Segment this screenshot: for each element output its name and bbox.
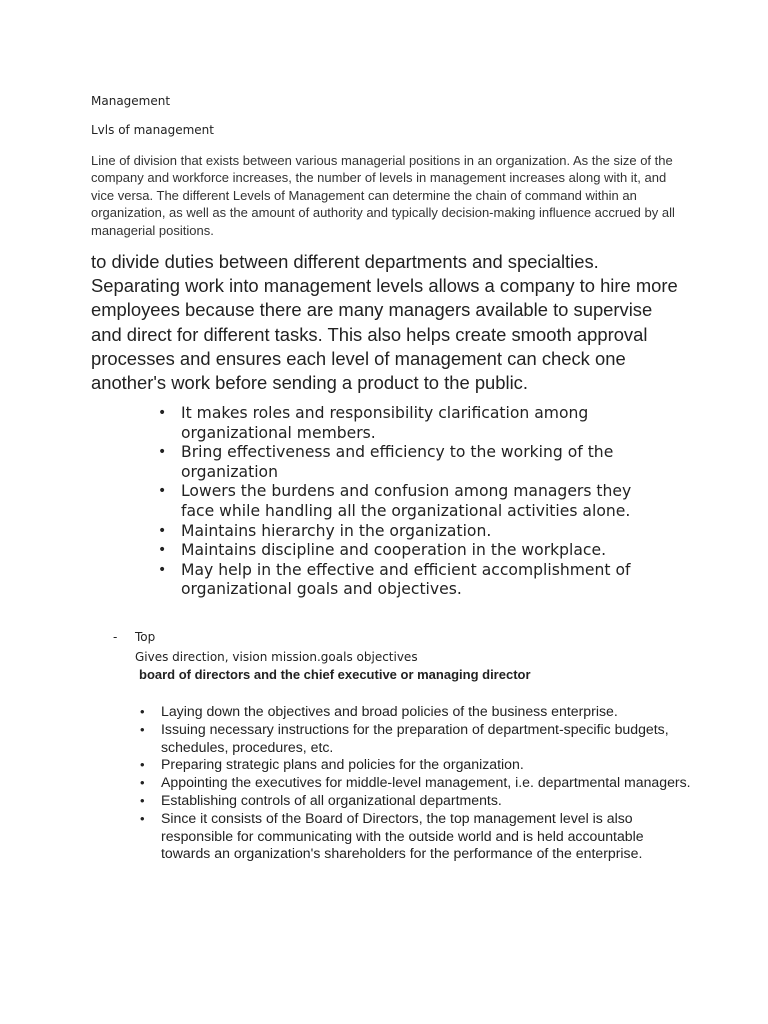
intro-paragraph: Line of division that exists between various managerial positions in an organization. As the size of the company and workforce increases, the number of levels in management increases along with it, and vice versa. The different Levels of Management can determine the chain of command within an organization, as well as the amount of authority and typically decision-making influence accrued by all managerial positions. (91, 153, 675, 238)
list-item: • Appointing the executives for middle-level management, i.e. departmental managers. (161, 774, 691, 792)
list-item: • Since it consists of the Board of Directors, the top management level is also responsible for communicating with the outside world and is held accountable towards an organization's shareholders for the performance of the enterprise. (161, 810, 691, 863)
list-item: • It makes roles and responsibility clarification among organizational members. (181, 404, 661, 443)
list-item: • Maintains hierarchy in the organization. (181, 522, 661, 542)
top-duties-list (161, 703, 691, 863)
list-item: • Laying down the objectives and broad policies of the business enterprise. (161, 703, 691, 721)
list-item: • Lowers the burdens and confusion among managers they face while handling all the organizational activities alone. (181, 482, 661, 521)
benefits-list (181, 404, 661, 600)
purpose-paragraph: to divide duties between different departments and specialties. Separating work into management levels allows a company to hire more employees because there are many managers available to supervise and direct for different tasks. This also helps create smooth approval processes and ensures each level of management can check one another's work before sending a product to the public. (91, 251, 678, 394)
list-item: • Establishing controls of all organizational departments. (161, 792, 691, 810)
list-item: • Preparing strategic plans and policies for the organization. (161, 756, 691, 774)
document-subtitle: Lvls of management (91, 123, 214, 137)
top-level-description: Gives direction, vision mission.goals objectives (135, 650, 418, 664)
list-item: • May help in the effective and efficient accomplishment of organizational goals and objectives. (181, 561, 661, 600)
list-item: • Bring effectiveness and efficiency to the working of the organization (181, 443, 661, 482)
top-level-label: Top (135, 630, 156, 644)
list-item: • Maintains discipline and cooperation in the workplace. (181, 541, 661, 561)
document-title: Management (91, 94, 171, 108)
list-item: • Issuing necessary instructions for the preparation of department-specific budgets, schedules, procedures, etc. (161, 721, 691, 757)
top-level-dash: - (113, 630, 118, 644)
top-level-members: board of directors and the chief executive or managing director (139, 667, 531, 682)
